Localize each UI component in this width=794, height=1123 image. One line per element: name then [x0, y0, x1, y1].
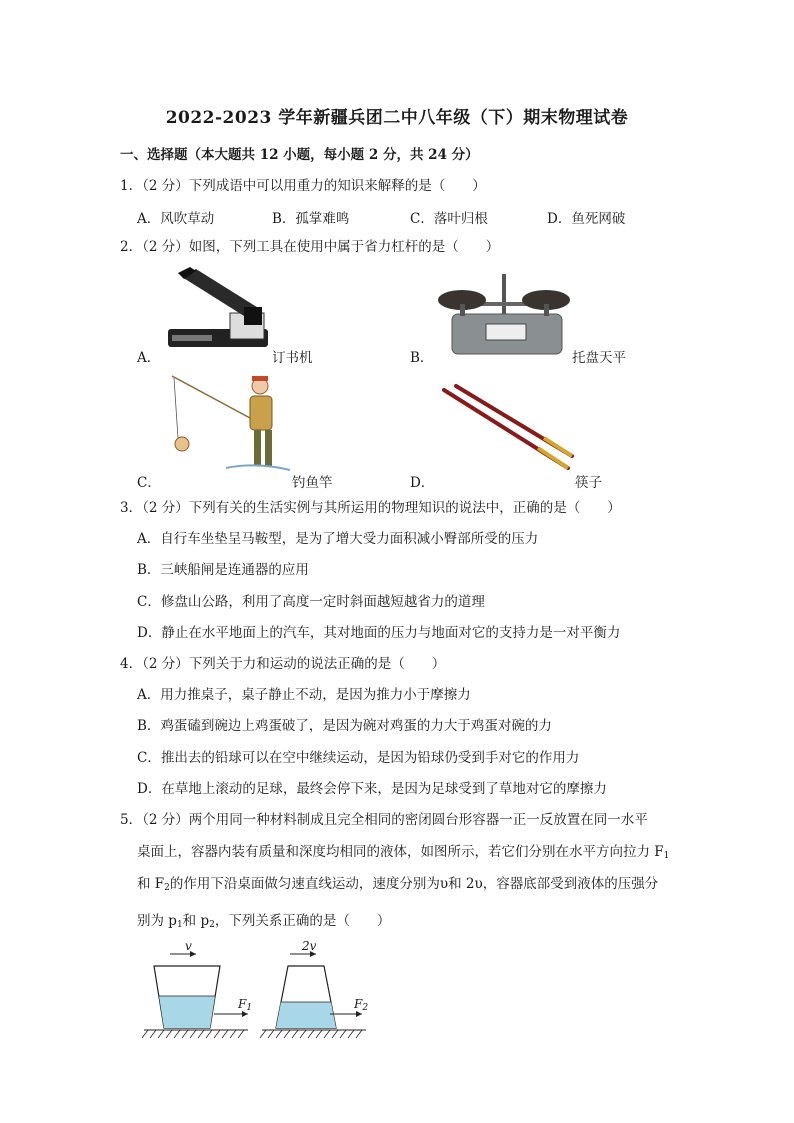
q2-label-a: A．	[137, 350, 161, 366]
q2-name-balance: 托盘天平	[572, 350, 626, 366]
q2-label-b: B．	[410, 350, 434, 366]
section-heading: 一、选择题（本大题共 12 小题，每小题 2 分，共 24 分）	[120, 147, 479, 163]
page-title: 2022-2023 学年新疆兵团二中八年级（下）期末物理试卷	[165, 108, 629, 128]
q3-option-d: D．静止在水平地面上的汽车，其对地面的压力与地面对它的支持力是一对平衡力	[137, 625, 621, 641]
fig-label-f2: $F_2$	[354, 997, 369, 1013]
q1-option-a: A．风吹草动	[137, 211, 215, 227]
q4-option-d: D．在草地上滚动的足球，最终会停下来，是因为足球受到了草地对它的摩擦力	[137, 781, 607, 797]
stapler-image	[160, 265, 272, 357]
fig-label-2v: 2v	[302, 939, 317, 953]
question-5-line-1: 5．（2 分）两个用同一种材料制成且完全相同的密闭圆台形容器一正一反放置在同一水平	[120, 812, 648, 828]
question-5-line-2: 桌面上，容器内装有质量和深度均相同的液体，如图所示，若它们分别在水平方向拉力 $F_1$	[137, 844, 670, 861]
fig-label-v: v	[185, 939, 192, 953]
balance-scale-image	[436, 268, 572, 360]
chopsticks-image	[440, 384, 576, 476]
q2-name-fishing-rod: 钓鱼竿	[292, 475, 333, 491]
fig-label-f1: $F_1$	[238, 997, 253, 1013]
q4-option-a: A．用力推桌子，桌子静止不动，是因为推力小于摩擦力	[137, 687, 471, 703]
question-4-stem: 4．（2 分）下列关于力和运动的说法正确的是（ ）	[120, 656, 446, 672]
q2-label-c: C．	[137, 475, 161, 491]
q1-option-d: D．鱼死网破	[547, 211, 626, 227]
q3-option-a: A．自行车坐垫呈马鞍型，是为了增大受力面积减小臀部所受的压力	[137, 531, 539, 547]
fishing-rod-image	[166, 372, 294, 478]
q3-option-c: C．修盘山公路，利用了高度一定时斜面越短越省力的道理	[137, 594, 485, 610]
q2-label-d: D．	[410, 475, 435, 491]
q3-option-b: B．三峡船闸是连通器的应用	[137, 562, 309, 578]
question-3-stem: 3．（2 分）下列有关的生活实例与其所运用的物理知识的说法中，正确的是（ ）	[120, 500, 621, 516]
question-1-stem: 1．（2 分）下列成语中可以用重力的知识来解释的是（ ）	[120, 178, 486, 194]
q2-name-stapler: 订书机	[272, 350, 313, 366]
q4-option-b: B．鸡蛋磕到碗边上鸡蛋破了，是因为碗对鸡蛋的力大于鸡蛋对碗的力	[137, 718, 552, 734]
question-5-line-3: 和 $F_2$的作用下沿桌面做匀速直线运动，速度分别为υ和 2υ，容器底部受到液体的压强分	[137, 876, 659, 893]
containers-diagram	[140, 938, 380, 1042]
q1-option-c: C．落叶归根	[410, 211, 488, 227]
question-2-stem: 2．（2 分）如图，下列工具在使用中属于省力杠杆的是（ ）	[120, 239, 500, 255]
question-5-line-4: 别为 $p_1$和 $p_2$，下列关系正确的是（ ）	[137, 913, 391, 930]
q1-option-b: B．孤掌难鸣	[272, 211, 350, 227]
q4-option-c: C．推出去的铅球可以在空中继续运动，是因为铅球仍受到手对它的作用力	[137, 750, 580, 766]
q2-name-chopsticks: 筷子	[575, 475, 602, 491]
